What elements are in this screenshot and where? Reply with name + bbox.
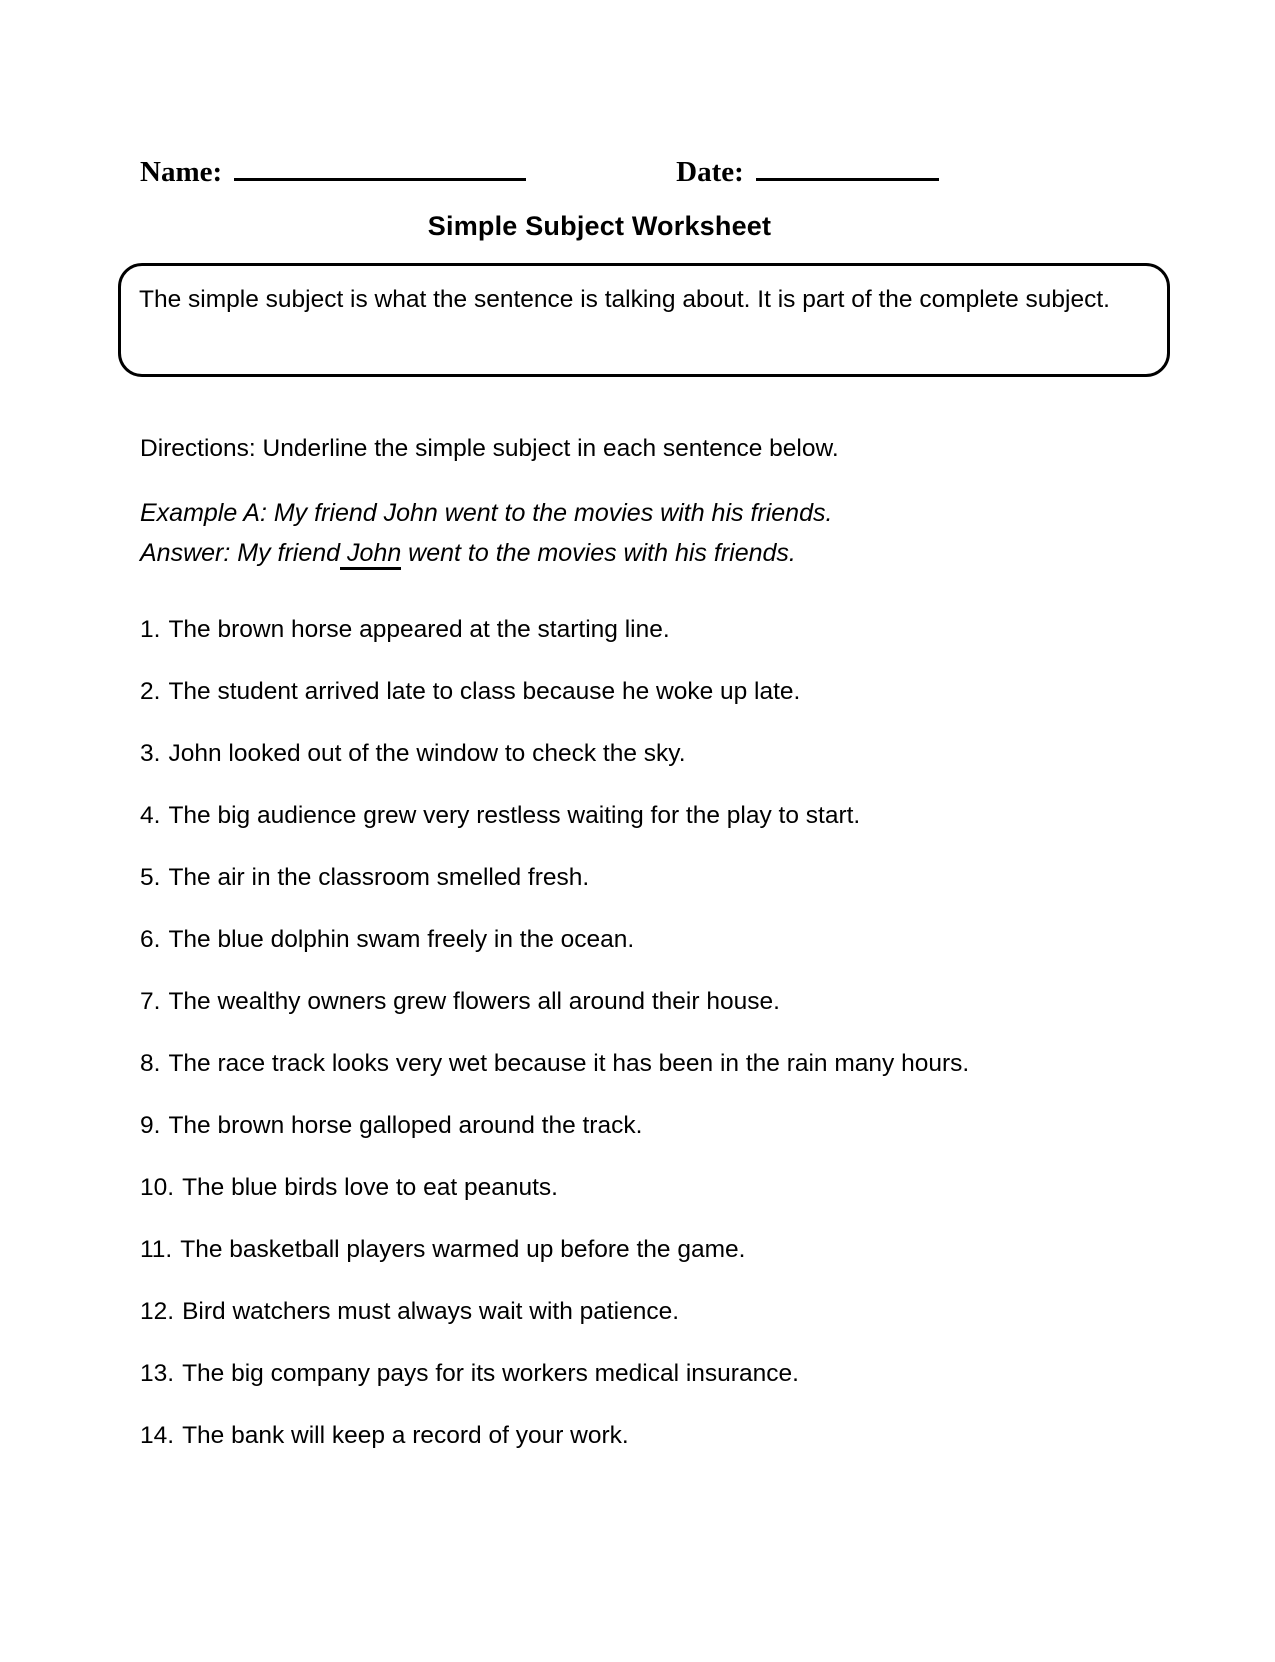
item-number: 8. <box>140 1050 161 1077</box>
item-text: The air in the classroom smelled fresh. <box>168 864 590 891</box>
date-label: Date: <box>676 156 744 188</box>
date-blank-line <box>756 148 939 181</box>
item-text: The basketball players warmed up before the game. <box>180 1236 746 1263</box>
name-blank-line <box>234 148 526 181</box>
sentence-item <box>140 927 1170 952</box>
item-number: 2. <box>140 678 161 705</box>
name-label: Name: <box>140 156 223 188</box>
item-text: The race track looks very wet because it has been in the rain many hours. <box>168 1050 970 1077</box>
item-number: 5. <box>140 864 161 891</box>
sentence-item <box>140 1299 1170 1324</box>
sentence-item <box>140 1175 1170 1200</box>
item-text: The big audience grew very restless waiting for the play to start. <box>168 802 861 829</box>
sentence-item <box>140 617 1170 642</box>
item-text: John looked out of the window to check the sky. <box>168 740 686 767</box>
item-text: The brown horse appeared at the starting line. <box>168 616 670 643</box>
item-number: 12. <box>140 1298 175 1325</box>
item-text: Bird watchers must always wait with patience. <box>182 1298 680 1325</box>
item-number: 7. <box>140 988 161 1015</box>
answer-line <box>140 533 1170 573</box>
item-text: The blue dolphin swam freely in the ocean. <box>168 926 635 953</box>
sentence-item <box>140 803 1170 828</box>
sentence-item <box>140 1237 1170 1262</box>
definition-text: The simple subject is what the sentence is talking about. It is part of the complete subject. <box>139 286 1110 313</box>
item-text: The brown horse galloped around the track. <box>168 1112 643 1139</box>
date-group <box>676 148 939 189</box>
sentence-list <box>140 617 1170 1448</box>
sentence-item <box>140 865 1170 890</box>
item-number: 6. <box>140 926 161 953</box>
item-number: 11. <box>140 1236 173 1263</box>
answer-suffix: went to the movies with his friends. <box>401 539 796 567</box>
item-number: 3. <box>140 740 161 767</box>
page-title: Simple Subject Worksheet <box>427 211 772 241</box>
directions-text: Directions: Underline the simple subject in each sentence below. <box>140 435 839 462</box>
example-block <box>140 493 1170 573</box>
answer-prefix: Answer: My friend <box>140 539 341 567</box>
item-number: 1. <box>140 616 161 643</box>
item-text: The student arrived late to class because he woke up late. <box>168 678 801 705</box>
sentence-item <box>140 1113 1170 1138</box>
item-number: 14. <box>140 1422 175 1449</box>
definition-box <box>118 263 1170 377</box>
item-text: The big company pays for its workers medical insurance. <box>182 1360 799 1387</box>
sentence-item <box>140 741 1170 766</box>
sentence-item <box>140 679 1170 704</box>
item-number: 13. <box>140 1360 175 1387</box>
item-text: The wealthy owners grew flowers all around their house. <box>168 988 780 1015</box>
header-row <box>140 0 1170 189</box>
sentence-item <box>140 989 1170 1014</box>
item-text: The bank will keep a record of your work. <box>182 1422 629 1449</box>
sentence-item <box>140 1423 1170 1448</box>
item-number: 10. <box>140 1174 175 1201</box>
sentence-item <box>140 1361 1170 1386</box>
item-number: 9. <box>140 1112 161 1139</box>
example-line: Example A: My friend John went to the movies with his friends. <box>140 499 833 527</box>
item-text: The blue birds love to eat peanuts. <box>182 1174 558 1201</box>
sentence-item <box>140 1051 1170 1076</box>
answer-underlined-subject: John <box>340 539 401 570</box>
item-number: 4. <box>140 802 161 829</box>
